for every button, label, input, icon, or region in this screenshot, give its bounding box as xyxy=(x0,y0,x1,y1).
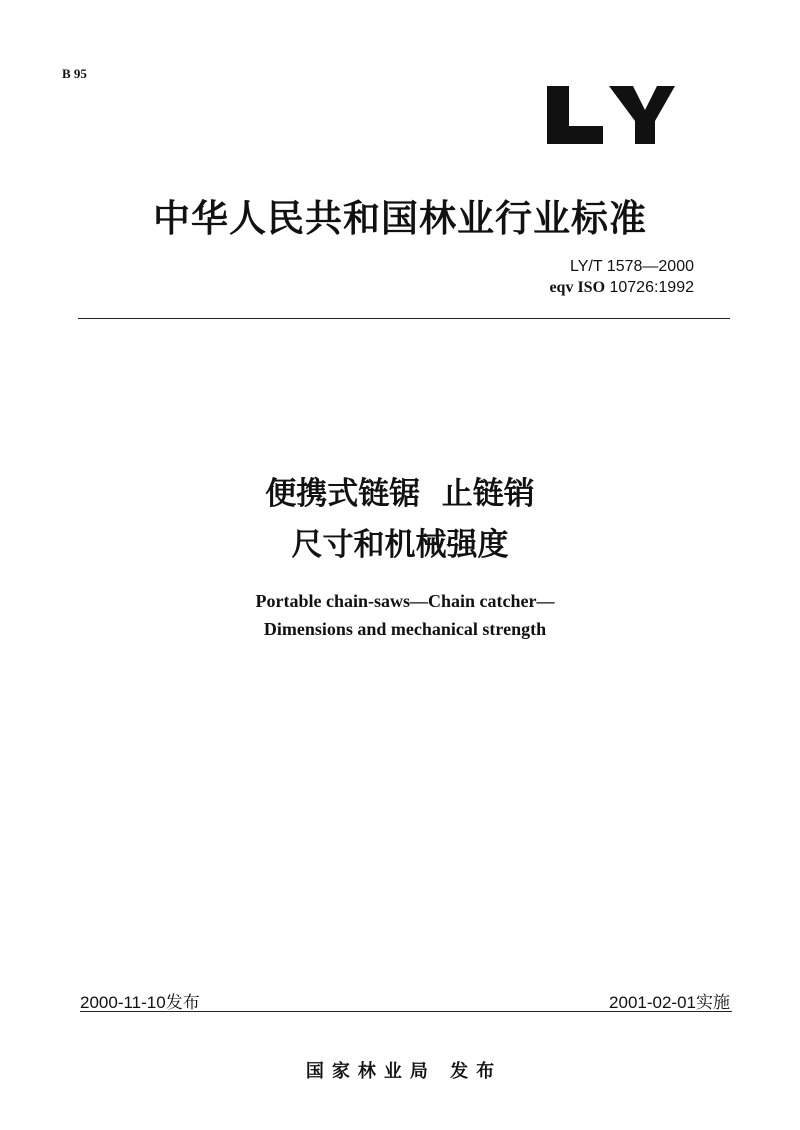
standard-number: LY/T 1578—2000 xyxy=(570,258,694,275)
equivalence-number: 10726:1992 xyxy=(609,279,694,296)
footer-divider xyxy=(80,1011,732,1012)
logo-y-shape xyxy=(609,86,675,144)
logo-l-foot xyxy=(547,126,603,144)
equivalence-prefix: eqv ISO xyxy=(549,279,606,296)
ly-logo xyxy=(545,74,675,154)
title-en-line1: Portable chain-saws—Chain catcher— xyxy=(255,591,555,611)
title-cn-line1: 便携式链锯 止链销 xyxy=(265,476,535,512)
issue-date: 2000-11-10发布 xyxy=(80,993,200,1012)
standard-number-block xyxy=(549,256,694,298)
publisher: 国家林业局 发布 xyxy=(305,1061,503,1082)
standard-equivalence xyxy=(549,277,694,298)
title-cn-line2: 尺寸和机械强度 xyxy=(291,527,509,563)
header-divider xyxy=(78,318,730,319)
org-title: 中华人民共和国林业行业标准 xyxy=(153,197,647,240)
classification-code: B 95 xyxy=(62,66,87,81)
implementation-date: 2001-02-01实施 xyxy=(609,993,730,1012)
title-en-line2: Dimensions and mechanical strength xyxy=(263,619,547,639)
